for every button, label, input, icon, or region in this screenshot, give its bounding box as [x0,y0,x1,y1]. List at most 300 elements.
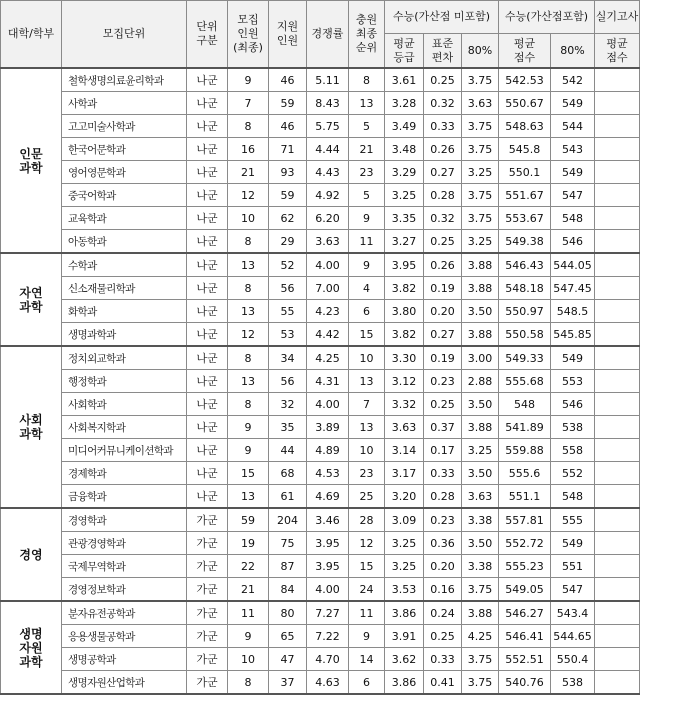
cell-group: 가군 [187,532,228,555]
cell-practical [595,230,640,254]
cell-dept: 중국어학과 [62,184,187,207]
cell-group: 나군 [187,416,228,439]
cell-quota: 8 [228,115,269,138]
cell-rank: 12 [349,532,385,555]
cell-ratio: 7.00 [307,277,349,300]
cell-dept: 행정학과 [62,370,187,393]
cell-practical [595,648,640,671]
cell-avg-score: 552.51 [499,648,551,671]
cell-applicants: 65 [269,625,307,648]
cell-quota: 13 [228,485,269,509]
cell-quota: 9 [228,625,269,648]
cell-quota: 12 [228,323,269,347]
cell-avg-grade: 3.95 [385,253,424,277]
cell-quota: 8 [228,230,269,254]
cell-rank: 13 [349,92,385,115]
cell-quota: 13 [228,370,269,393]
cell-avg-grade: 3.12 [385,370,424,393]
cell-dept: 수학과 [62,253,187,277]
cell-applicants: 34 [269,346,307,370]
cell-p80-score: 549 [551,346,595,370]
cell-rank: 8 [349,68,385,92]
cell-quota: 10 [228,648,269,671]
table-row [1,648,680,671]
cell-avg-grade: 3.91 [385,625,424,648]
college-name: 자연 과학 [1,253,62,346]
table-row [1,462,680,485]
cell-avg-grade: 3.63 [385,416,424,439]
cell-group: 나군 [187,68,228,92]
cell-avg-grade: 3.25 [385,184,424,207]
cell-rank: 6 [349,671,385,695]
cell-p80: 3.63 [462,92,499,115]
cell-dept: 미디어커뮤니케이션학과 [62,439,187,462]
cell-practical [595,300,640,323]
cell-ratio: 4.69 [307,485,349,509]
cell-ratio: 4.31 [307,370,349,393]
cell-p80: 3.88 [462,277,499,300]
cell-avg-grade: 3.82 [385,323,424,347]
cell-std: 0.24 [424,601,462,625]
cell-quota: 8 [228,393,269,416]
cell-avg-grade: 3.27 [385,230,424,254]
table-row [1,346,680,370]
cell-applicants: 46 [269,115,307,138]
cell-p80-score: 549 [551,532,595,555]
cell-applicants: 56 [269,370,307,393]
cell-quota: 7 [228,92,269,115]
cell-ratio: 4.25 [307,346,349,370]
cell-group: 나군 [187,370,228,393]
cell-p80-score: 551 [551,555,595,578]
cell-rank: 13 [349,370,385,393]
cell-applicants: 37 [269,671,307,695]
cell-rank: 5 [349,115,385,138]
cell-group: 가군 [187,555,228,578]
cell-group: 가군 [187,508,228,532]
cell-avg-score: 549.33 [499,346,551,370]
cell-applicants: 84 [269,578,307,602]
cell-std: 0.23 [424,370,462,393]
cell-group: 나군 [187,184,228,207]
cell-dept: 철학생명의료윤리학과 [62,68,187,92]
cell-rank: 24 [349,578,385,602]
cell-quota: 9 [228,68,269,92]
cell-dept: 생명자원산업학과 [62,671,187,695]
cell-p80-score: 544 [551,115,595,138]
cell-p80-score: 546 [551,393,595,416]
header-avg-grade: 평균 등급 [385,34,424,69]
cell-avg-score: 550.67 [499,92,551,115]
header-p80: 80% [462,34,499,69]
cell-group: 나군 [187,161,228,184]
cell-rank: 10 [349,346,385,370]
cell-applicants: 47 [269,648,307,671]
cell-rank: 23 [349,161,385,184]
cell-quota: 21 [228,161,269,184]
cell-avg-grade: 3.82 [385,277,424,300]
cell-dept: 응용생물공학과 [62,625,187,648]
cell-p80-score: 558 [551,439,595,462]
cell-std: 0.27 [424,323,462,347]
cell-p80: 3.88 [462,416,499,439]
cell-group: 나군 [187,277,228,300]
cell-p80: 3.50 [462,300,499,323]
cell-applicants: 46 [269,68,307,92]
header-group: 단위 구분 [187,1,228,69]
cell-avg-grade: 3.17 [385,462,424,485]
cell-ratio: 4.42 [307,323,349,347]
cell-p80-score: 545.85 [551,323,595,347]
cell-p80: 3.75 [462,207,499,230]
cell-ratio: 8.43 [307,92,349,115]
header-suneung-excl: 수능(가산점 미포함) [385,1,499,34]
cell-avg-grade: 3.25 [385,555,424,578]
cell-p80-score: 548 [551,207,595,230]
cell-dept: 생명공학과 [62,648,187,671]
cell-p80-score: 544.05 [551,253,595,277]
cell-p80: 3.50 [462,393,499,416]
cell-dept: 화학과 [62,300,187,323]
cell-std: 0.19 [424,346,462,370]
cell-avg-score: 546.43 [499,253,551,277]
cell-applicants: 75 [269,532,307,555]
cell-avg-score: 549.05 [499,578,551,602]
cell-p80-score: 546 [551,230,595,254]
cell-applicants: 62 [269,207,307,230]
table-row [1,555,680,578]
cell-avg-score: 546.27 [499,601,551,625]
cell-practical [595,92,640,115]
cell-dept: 사학과 [62,92,187,115]
cell-std: 0.17 [424,439,462,462]
cell-applicants: 204 [269,508,307,532]
cell-dept: 고고미술사학과 [62,115,187,138]
header-avg-score: 평균 점수 [499,34,551,69]
cell-practical [595,462,640,485]
cell-avg-grade: 3.61 [385,68,424,92]
cell-p80: 3.50 [462,532,499,555]
cell-applicants: 68 [269,462,307,485]
cell-p80-score: 552 [551,462,595,485]
cell-practical [595,138,640,161]
cell-applicants: 93 [269,161,307,184]
cell-p80-score: 544.65 [551,625,595,648]
cell-ratio: 6.20 [307,207,349,230]
cell-avg-grade: 3.29 [385,161,424,184]
cell-avg-grade: 3.14 [385,439,424,462]
table-row [1,115,680,138]
cell-p80: 3.88 [462,601,499,625]
cell-p80: 3.75 [462,578,499,602]
cell-avg-score: 548.18 [499,277,551,300]
cell-practical [595,625,640,648]
cell-practical [595,115,640,138]
cell-group: 나군 [187,230,228,254]
cell-dept: 아동학과 [62,230,187,254]
cell-group: 가군 [187,625,228,648]
cell-rank: 6 [349,300,385,323]
cell-ratio: 3.95 [307,555,349,578]
cell-std: 0.26 [424,138,462,161]
cell-dept: 사회학과 [62,393,187,416]
cell-avg-score: 551.1 [499,485,551,509]
cell-practical [595,184,640,207]
cell-std: 0.37 [424,416,462,439]
cell-std: 0.32 [424,92,462,115]
cell-practical [595,485,640,509]
cell-avg-grade: 3.62 [385,648,424,671]
cell-group: 가군 [187,671,228,695]
table-row [1,300,680,323]
cell-applicants: 61 [269,485,307,509]
cell-group: 가군 [187,601,228,625]
cell-dept: 영어영문학과 [62,161,187,184]
table-row [1,253,680,277]
cell-std: 0.33 [424,115,462,138]
cell-p80: 3.75 [462,671,499,695]
cell-quota: 15 [228,462,269,485]
college-name: 생명 자원 과학 [1,601,62,694]
cell-p80: 3.75 [462,648,499,671]
cell-p80: 3.75 [462,115,499,138]
cell-std: 0.25 [424,625,462,648]
cell-practical [595,323,640,347]
cell-practical [595,416,640,439]
cell-applicants: 55 [269,300,307,323]
table-row [1,393,680,416]
cell-quota: 59 [228,508,269,532]
header-quota: 모집 인원 (최종) [228,1,269,69]
cell-avg-grade: 3.80 [385,300,424,323]
cell-p80-score: 538 [551,671,595,695]
cell-avg-score: 549.38 [499,230,551,254]
cell-ratio: 3.46 [307,508,349,532]
cell-applicants: 71 [269,138,307,161]
cell-avg-score: 542.53 [499,68,551,92]
cell-p80-score: 543.4 [551,601,595,625]
cell-avg-grade: 3.35 [385,207,424,230]
cell-group: 나군 [187,393,228,416]
table-row [1,439,680,462]
cell-practical [595,207,640,230]
cell-p80-score: 549 [551,161,595,184]
cell-practical [595,393,640,416]
cell-group: 나군 [187,138,228,161]
cell-quota: 12 [228,184,269,207]
cell-ratio: 4.00 [307,253,349,277]
cell-ratio: 5.11 [307,68,349,92]
cell-p80-score: 555 [551,508,595,532]
cell-dept: 금융학과 [62,485,187,509]
cell-practical [595,601,640,625]
table-row [1,601,680,625]
table-row [1,532,680,555]
cell-std: 0.25 [424,393,462,416]
cell-ratio: 3.63 [307,230,349,254]
table-row [1,416,680,439]
cell-p80-score: 550.4 [551,648,595,671]
cell-practical [595,370,640,393]
cell-avg-score: 557.81 [499,508,551,532]
cell-group: 가군 [187,648,228,671]
cell-avg-score: 555.23 [499,555,551,578]
cell-quota: 19 [228,532,269,555]
cell-applicants: 32 [269,393,307,416]
cell-rank: 15 [349,323,385,347]
cell-quota: 9 [228,416,269,439]
cell-practical [595,555,640,578]
cell-dept: 경제학과 [62,462,187,485]
cell-p80: 3.25 [462,161,499,184]
cell-ratio: 4.43 [307,161,349,184]
table-row [1,138,680,161]
table-row [1,370,680,393]
cell-group: 나군 [187,439,228,462]
cell-applicants: 44 [269,439,307,462]
cell-applicants: 52 [269,253,307,277]
cell-p80-score: 553 [551,370,595,393]
cell-avg-score: 550.97 [499,300,551,323]
cell-avg-score: 555.6 [499,462,551,485]
cell-p80-score: 547.45 [551,277,595,300]
table-row [1,68,680,92]
cell-ratio: 3.95 [307,532,349,555]
cell-ratio: 7.27 [307,601,349,625]
cell-ratio: 4.89 [307,439,349,462]
cell-avg-score: 551.67 [499,184,551,207]
cell-rank: 28 [349,508,385,532]
cell-dept: 정치외교학과 [62,346,187,370]
cell-p80-score: 542 [551,68,595,92]
cell-p80: 3.50 [462,462,499,485]
cell-applicants: 87 [269,555,307,578]
cell-std: 0.36 [424,532,462,555]
cell-dept: 사회복지학과 [62,416,187,439]
cell-ratio: 3.89 [307,416,349,439]
cell-quota: 8 [228,277,269,300]
table-row [1,184,680,207]
cell-avg-score: 548 [499,393,551,416]
cell-p80: 2.88 [462,370,499,393]
cell-avg-score: 550.1 [499,161,551,184]
cell-std: 0.41 [424,671,462,695]
cell-ratio: 4.00 [307,393,349,416]
cell-p80-score: 547 [551,184,595,207]
cell-applicants: 56 [269,277,307,300]
cell-std: 0.28 [424,184,462,207]
cell-std: 0.25 [424,68,462,92]
cell-p80: 3.75 [462,184,499,207]
header-ratio: 경쟁률 [307,1,349,69]
cell-avg-score: 555.68 [499,370,551,393]
table-row [1,207,680,230]
cell-p80: 3.25 [462,230,499,254]
cell-p80: 3.88 [462,323,499,347]
cell-p80: 3.00 [462,346,499,370]
cell-applicants: 29 [269,230,307,254]
cell-group: 나군 [187,485,228,509]
cell-group: 나군 [187,115,228,138]
cell-applicants: 35 [269,416,307,439]
cell-group: 나군 [187,346,228,370]
cell-p80: 3.75 [462,68,499,92]
college-name: 경영 [1,508,62,601]
cell-quota: 9 [228,439,269,462]
cell-avg-score: 546.41 [499,625,551,648]
cell-rank: 23 [349,462,385,485]
college-name: 인문 과학 [1,68,62,253]
table-row [1,161,680,184]
cell-avg-grade: 3.53 [385,578,424,602]
cell-p80-score: 547 [551,578,595,602]
cell-practical [595,346,640,370]
cell-avg-grade: 3.49 [385,115,424,138]
cell-rank: 11 [349,601,385,625]
cell-avg-grade: 3.48 [385,138,424,161]
cell-rank: 9 [349,253,385,277]
cell-rank: 25 [349,485,385,509]
cell-practical [595,277,640,300]
cell-rank: 5 [349,184,385,207]
cell-avg-grade: 3.25 [385,532,424,555]
cell-group: 나군 [187,253,228,277]
cell-p80: 3.88 [462,253,499,277]
cell-rank: 15 [349,555,385,578]
table-row [1,323,680,347]
cell-practical [595,578,640,602]
cell-rank: 9 [349,625,385,648]
table-row [1,671,680,695]
cell-dept: 생명과학과 [62,323,187,347]
header-p80-score: 80% [551,34,595,69]
cell-avg-score: 552.72 [499,532,551,555]
cell-rank: 9 [349,207,385,230]
cell-p80: 3.25 [462,439,499,462]
cell-std: 0.28 [424,485,462,509]
cell-quota: 10 [228,207,269,230]
cell-practical [595,253,640,277]
cell-rank: 21 [349,138,385,161]
cell-avg-score: 550.58 [499,323,551,347]
cell-practical [595,439,640,462]
college-name: 사회 과학 [1,346,62,508]
cell-quota: 8 [228,671,269,695]
cell-dept: 교육학과 [62,207,187,230]
cell-p80: 3.63 [462,485,499,509]
cell-practical [595,508,640,532]
cell-std: 0.33 [424,648,462,671]
cell-dept: 분자유전공학과 [62,601,187,625]
cell-p80: 3.75 [462,138,499,161]
cell-avg-score: 545.8 [499,138,551,161]
cell-dept: 국제무역학과 [62,555,187,578]
cell-group: 가군 [187,578,228,602]
cell-quota: 16 [228,138,269,161]
cell-avg-score: 548.63 [499,115,551,138]
cell-avg-grade: 3.30 [385,346,424,370]
cell-dept: 신소재물리학과 [62,277,187,300]
header-dept: 모집단위 [62,1,187,69]
cell-ratio: 4.44 [307,138,349,161]
cell-quota: 21 [228,578,269,602]
cell-rank: 11 [349,230,385,254]
cell-ratio: 7.22 [307,625,349,648]
cell-rank: 4 [349,277,385,300]
cell-p80-score: 538 [551,416,595,439]
cell-quota: 11 [228,601,269,625]
cell-avg-grade: 3.28 [385,92,424,115]
